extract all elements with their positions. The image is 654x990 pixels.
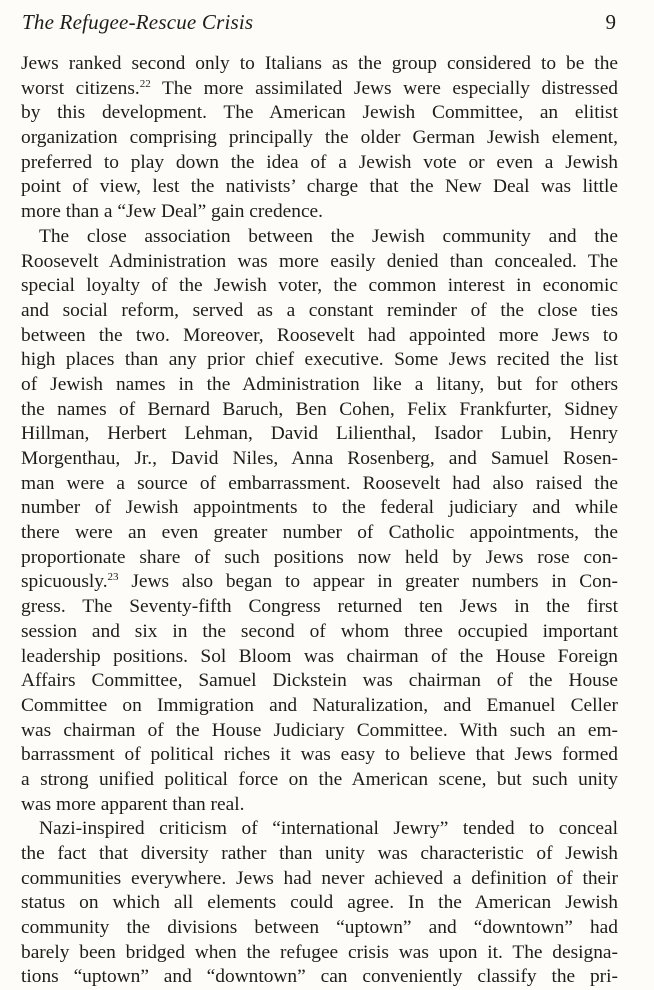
line-text: proportionate share of such positions now held by Jews rose con- — [21, 546, 618, 568]
line-text: number of Jewish appointments to the federal judiciary and while — [21, 497, 618, 519]
text-line — [21, 447, 618, 472]
text-line — [21, 570, 618, 595]
line-text: a strong unified political force on the American scene, but such unity — [21, 768, 618, 790]
line-text: community the divisions between “uptown” and “downtown” had — [21, 917, 618, 939]
line-text: communities everywhere. Jews had never achieved a definition of their — [21, 867, 618, 889]
text-line — [21, 694, 618, 719]
line-text: of Jewish names in the Administration like a litany, but for others — [21, 373, 618, 395]
line-text-continued: Jews also began to appear in greater numbers in Con- — [118, 571, 618, 593]
text-line — [21, 373, 618, 398]
line-text: session and six in the second of whom three occupied important — [21, 620, 618, 642]
line-text: Nazi-inspired criticism of “international Jewry” tended to conceal — [39, 818, 618, 840]
line-text: barely been bridged when the refugee crisis was upon it. The designa- — [21, 941, 618, 963]
line-text: was chairman of the House Judiciary Committee. With such an em- — [21, 719, 618, 741]
text-line — [21, 126, 618, 151]
text-line — [21, 768, 618, 793]
line-text: status on which all elements could agree. In the American Jewish — [21, 892, 618, 914]
line-text: Committee on Immigration and Naturalization, and Emanuel Celler — [21, 694, 618, 716]
line-text: organization comprising principally the older German Jewish element, — [21, 127, 618, 149]
text-line — [21, 595, 618, 620]
text-line — [21, 472, 618, 497]
text-line — [21, 645, 618, 670]
text-line — [21, 891, 618, 916]
line-text: more than a “Jew Deal” gain credence. — [21, 201, 324, 223]
body-text — [21, 52, 618, 990]
line-text: Hillman, Herbert Lehman, David Lilienthal, Isador Lubin, Henry — [21, 423, 618, 445]
line-text-continued: The more assimilated Jews were especially distressed — [150, 77, 618, 99]
text-line — [21, 842, 618, 867]
text-line — [21, 398, 618, 423]
text-line — [21, 546, 618, 571]
line-text: leadership positions. Sol Bloom was chairman of the House Foreign — [21, 645, 618, 667]
line-text: high places than any prior chief executive. Some Jews recited the list — [21, 349, 618, 371]
line-text: worst citizens. — [21, 77, 140, 99]
text-line — [21, 521, 618, 546]
line-text: spicuously. — [21, 571, 108, 593]
line-text: gress. The Seventy-fifth Congress returned ten Jews in the first — [21, 596, 618, 618]
footnote-marker: 23 — [107, 571, 119, 584]
line-text: Morgenthau, Jr., David Niles, Anna Rosenberg, and Samuel Rosen- — [21, 448, 618, 469]
text-line — [21, 225, 618, 250]
line-text: there were an even greater number of Catholic appointments, the — [21, 522, 618, 544]
text-line — [21, 422, 618, 447]
text-line — [21, 916, 618, 941]
text-line — [21, 175, 618, 200]
text-line — [21, 299, 618, 324]
line-text: special loyalty of the Jewish voter, the common interest in economic — [21, 275, 618, 297]
line-text: preferred to play down the idea of a Jewish vote or even a Jewish — [21, 151, 618, 173]
text-line — [21, 496, 618, 521]
line-text: man were a source of embarrassment. Roosevelt had also raised the — [21, 472, 618, 494]
text-line — [21, 77, 618, 102]
text-line — [21, 941, 618, 966]
text-line — [21, 101, 618, 126]
text-line — [21, 274, 618, 299]
line-text: and social reform, served as a constant reminder of the close ties — [21, 299, 618, 321]
text-line — [21, 965, 618, 990]
line-text: tions “uptown” and “downtown” can conveniently classify the pri- — [21, 966, 618, 988]
text-line — [21, 793, 618, 818]
text-line — [21, 817, 618, 842]
page-number: 9 — [605, 10, 616, 34]
line-text: the names of Bernard Baruch, Ben Cohen, Felix Frankfurter, Sidney — [21, 398, 618, 420]
line-text: Roosevelt Administration was more easily denied than concealed. The — [21, 250, 618, 272]
line-text: was more apparent than real. — [21, 793, 245, 815]
text-line — [21, 151, 618, 176]
text-line — [21, 719, 618, 744]
text-line — [21, 620, 618, 645]
text-line — [21, 200, 618, 225]
running-header — [22, 10, 616, 42]
text-line — [21, 743, 618, 768]
line-text: Jews ranked second only to Italians as the group considered to be the — [21, 53, 618, 74]
line-text: by this development. The American Jewish Committee, an elitist — [21, 102, 618, 124]
line-text: point of view, lest the nativists’ charge that the New Deal was little — [21, 176, 618, 198]
line-text: barrassment of political riches it was easy to believe that Jews formed — [21, 744, 618, 766]
text-line — [21, 324, 618, 349]
running-title: The Refugee-Rescue Crisis — [22, 10, 254, 34]
line-text: the fact that diversity rather than unity was characteristic of Jewish — [21, 843, 618, 864]
line-text: between the two. Moreover, Roosevelt had appointed more Jews to — [21, 324, 618, 346]
text-line — [21, 348, 618, 373]
line-text: Affairs Committee, Samuel Dickstein was chairman of the House — [21, 670, 618, 692]
text-line — [21, 867, 618, 892]
line-text: The close association between the Jewish community and the — [39, 225, 618, 247]
text-line — [21, 250, 618, 275]
text-line — [21, 669, 618, 694]
footnote-marker: 22 — [139, 77, 151, 90]
text-line — [21, 52, 618, 77]
